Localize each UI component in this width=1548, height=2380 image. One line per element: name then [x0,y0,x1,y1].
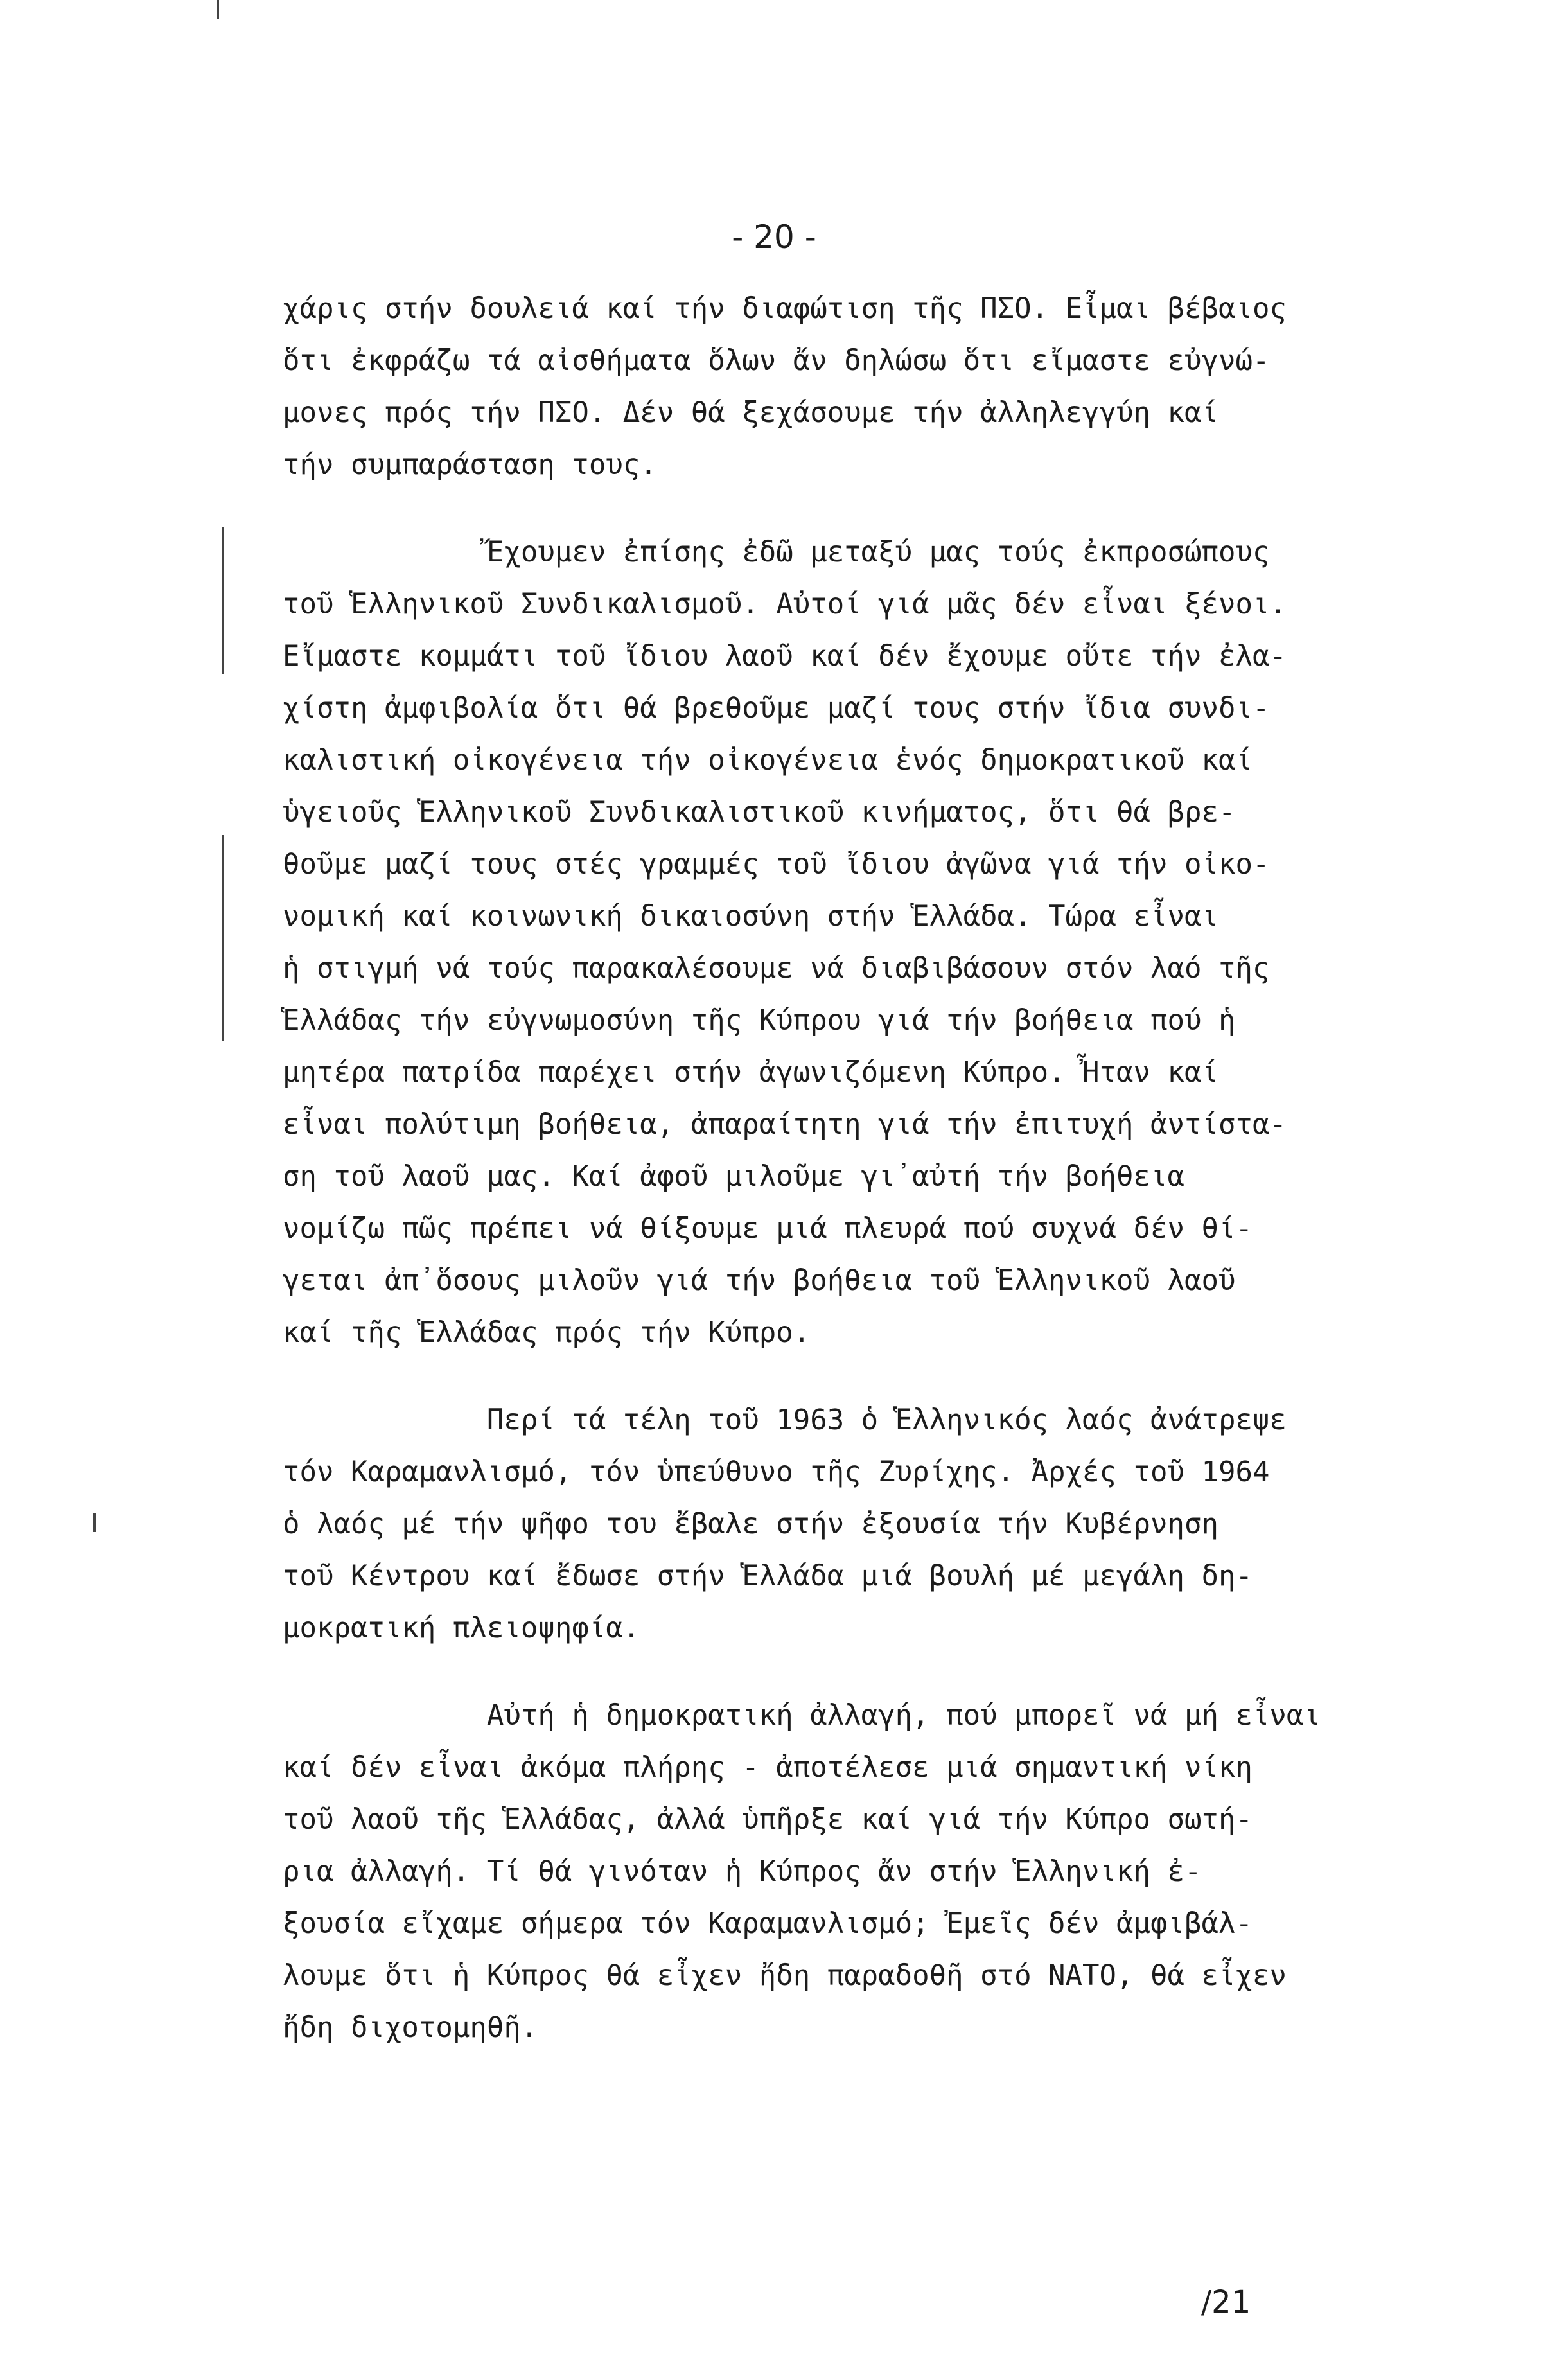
text-line: μονες πρός τήν ΠΣΟ. Δέν θά ξεχάσουμε τήν ἀλληλεγγύη καί [283,396,1218,429]
paragraph-4 [283,1689,1439,2054]
text-line: Ἑλλάδας τήν εὐγνωμοσύνη τῆς Κύπρου γιά τήν βοήθεια πού ἡ [283,1004,1236,1037]
margin-tick-left [93,1513,96,1532]
text-line: Ἔχουμεν ἐπίσης ἐδῶ μεταξύ μας τούς ἐκπροσώπους [283,536,1270,569]
text-line: καί τῆς Ἑλλάδας πρός τήν Κύπρο. [283,1316,811,1349]
margin-bar-left [222,527,224,674]
text-line: μοκρατική πλειοψηφία. [283,1612,640,1644]
text-line: μητέρα πατρίδα παρέχει στήν ἀγωνιζόμενη Κύπρο. Ἦταν καί [283,1056,1218,1089]
body-text [283,283,1439,2054]
text-line: εἶναι πολύτιμη βοήθεια, ἀπαραίτητη γιά τήν ἐπιτυχή ἀντίστα- [283,1108,1287,1141]
text-line: Αὐτή ἡ δημοκρατική ἀλλαγή, πού μπορεῖ νά μή εἶναι [283,1699,1321,1732]
text-line: τοῦ Κέντρου καί ἔδωσε στήν Ἑλλάδα μιά βουλή μέ μεγάλη δη- [283,1560,1253,1592]
text-line: τόν Καραμανλισμό, τόν ὑπεύθυνο τῆς Ζυρίχης. Ἀρχές τοῦ 1964 [283,1456,1270,1488]
text-line: νομική καί κοινωνική δικαιοσύνη στήν Ἑλλάδα. Τώρα εἶναι [283,900,1218,933]
text-line: τοῦ Ἑλληνικοῦ Συνδικαλισμοῦ. Αὐτοί γιά μᾶς δέν εἶναι ξένοι. [283,588,1287,621]
continuation-marker: /21 [1201,2284,1251,2320]
text-line: γεται ἀπ᾽ὅσους μιλοῦν γιά τήν βοήθεια τοῦ Ἑλληνικοῦ λαοῦ [283,1264,1236,1297]
text-line: ἤδη διχοτομηθῆ. [283,2011,538,2044]
paragraph-2 [283,526,1439,1359]
text-line: τοῦ λαοῦ τῆς Ἑλλάδας, ἀλλά ὑπῆρξε καί γιά τήν Κύπρο σωτή- [283,1803,1253,1836]
paragraph-1 [283,283,1439,491]
text-line: χάρις στήν δουλειά καί τήν διαφώτιση τῆς ΠΣΟ. Εἶμαι βέβαιος [283,292,1287,325]
text-line: ση τοῦ λαοῦ μας. Καί ἀφοῦ μιλοῦμε γι᾽αὐτή τήν βοήθεια [283,1160,1184,1193]
text-line: τήν συμπαράσταση τους. [283,448,657,481]
paragraph-3 [283,1394,1439,1654]
text-line: ρια ἀλλαγή. Τί θά γινόταν ἡ Κύπρος ἄν στήν Ἑλληνική ἐ- [283,1855,1202,1888]
text-line: ὅτι ἐκφράζω τά αἰσθήματα ὅλων ἄν δηλώσω ὅτι εἴμαστε εὐγνώ- [283,344,1270,377]
text-line: ξουσία εἴχαμε σήμερα τόν Καραμανλισμό; Ἐμεῖς δέν ἀμφιβάλ- [283,1907,1253,1940]
text-line: θοῦμε μαζί τους στές γραμμές τοῦ ἴδιου ἀγῶνα γιά τήν οἰκο- [283,848,1270,881]
margin-bar-left [222,835,224,1041]
text-line: καί δέν εἶναι ἀκόμα πλήρης - ἀποτέλεσε μιά σημαντική νίκη [283,1751,1253,1784]
text-line: καλιστική οἰκογένεια τήν οἰκογένεια ἑνός δημοκρατικοῦ καί [283,744,1253,777]
text-line: λουμε ὅτι ἡ Κύπρος θά εἶχεν ἤδη παραδοθῆ στό ΝΑΤΟ, θά εἶχεν [283,1959,1287,1992]
page-number: - 20 - [732,218,816,256]
text-line: χίστη ἀμφιβολία ὅτι θά βρεθοῦμε μαζί τους στήν ἴδια συνδι- [283,692,1270,725]
text-line: ἡ στιγμή νά τούς παρακαλέσουμε νά διαβιβάσουν στόν λαό τῆς [283,952,1270,985]
margin-line-top [217,0,219,19]
text-line: Εἴμαστε κομμάτι τοῦ ἴδιου λαοῦ καί δέν ἔχουμε οὔτε τήν ἐλα- [283,640,1287,673]
text-line: νομίζω πῶς πρέπει νά θίξουμε μιά πλευρά πού συχνά δέν θί- [283,1212,1253,1245]
text-line: Περί τά τέλη τοῦ 1963 ὁ Ἑλληνικός λαός ἀνάτρεψε [283,1404,1287,1436]
text-line: ὁ λαός μέ τήν ψῆφο του ἔβαλε στήν ἐξουσία τήν Κυβέρνηση [283,1508,1218,1540]
text-line: ὑγειοῦς Ἑλληνικοῦ Συνδικαλιστικοῦ κινήματος, ὅτι θά βρε- [283,796,1236,829]
